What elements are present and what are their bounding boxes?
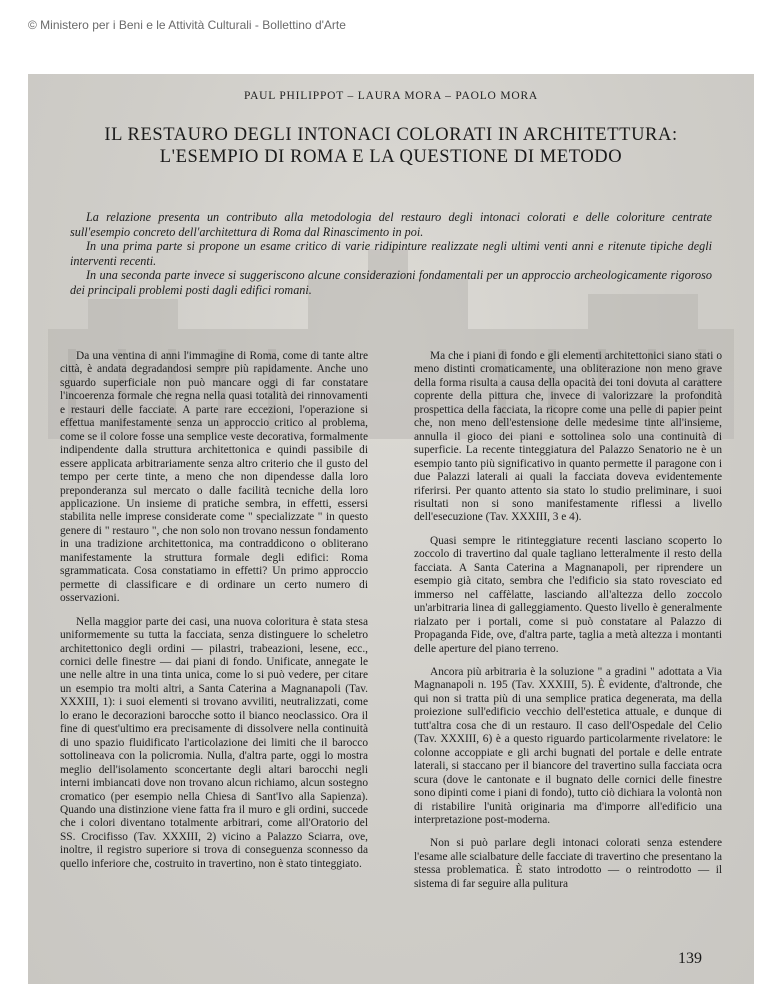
body-paragraph: Ma che i piani di fondo e gli elementi architettonici siano stati o meno distinti cromaticamente, una obliterazione non meno grave della forma risulta a causa della opacità dei toni dovuta al carattere coprente della pittura che, invece di valorizzare la profondità prospettica della facciata, la ricopre come una pelle di papier peint che, non meno dell'estensione delle medesime tinte all'insieme, annulla il gioco dei piani e sottolinea solo una continuità di superficie. La recente tinteggiatura del Palazzo Senatorio ne è un esempio tanto più significativo in quanto permette il paragone con i due Palazzi laterali ai quali la facciata doveva evidentemente riferirsi. Per quanto attento sia stato lo studio preliminare, i suoi risultati non si sono manifestamente riflessi a livello dell'esecuzione (Tav. XXXIII, 3 e 4). — [414, 350, 722, 524]
body-paragraph: Non si può parlare degli intonaci colorati senza estendere l'esame alle scialbature delle facciate di travertino che presentano la stessa problematica. È stato introdotto — o reintrodotto — il sistema di far seguire alla pulitura — [414, 837, 722, 890]
abstract-paragraph: In una prima parte si propone un esame critico di varie ridipinture realizzate negli ultimi venti anni e ritenute tipiche degli interventi recenti. — [70, 239, 712, 268]
title-line-2: L'ESEMPIO DI ROMA E LA QUESTIONE DI METODO — [159, 147, 623, 167]
page-number: 139 — [678, 950, 702, 967]
article-title — [28, 124, 754, 168]
body-paragraph: Ancora più arbitraria è la soluzione " a gradini " adottata a Via Magnanapoli n. 195 (Tav. XXXIII, 5). È evidente, d'altronde, che qui non si tratta più di una semplice pratica degenerata, ma della proiezione sull'edificio vecchio dell'estetica attuale, e dunque di tutt'altra cosa che di un restauro. Il caso dell'Ospedale del Celio (Tav. XXXIII, 6) è a questo riguardo particolarmente rivelatore: le colonne accoppiate e gli archi bugnati del portale e delle entrate laterali, si staccano per il biancore del travertino sulla facciata ocra scura (dove le cantonate e il bugnato delle cornici delle finestre sono dipinti come i piani di fondo), tutto ciò dichiara la volontà non di ristabilire l'unità originaria ma d'imporre all'edificio una interpretazione post-moderna. — [414, 665, 722, 826]
copyright-notice: © Ministero per i Beni e le Attività Culturali - Bollettino d'Arte — [28, 18, 346, 32]
title-line-1: IL RESTAURO DEGLI INTONACI COLORATI IN ARCHITETTURA: — [104, 125, 678, 145]
left-column — [60, 350, 368, 881]
article-abstract — [70, 210, 712, 298]
body-paragraph: Nella maggior parte dei casi, una nuova coloritura è stata stesa uniformemente su tutta la facciata, senza distinguere lo scheletro architettonico degli ordini — pilastri, trabeazioni, lesene, ecc., cornici delle finestre — dai piani di fondo. Unificate, annegate le une nelle altre in una tinta unica, come lo si può vedere, per citare un esempio tra molti altri, a Santa Caterina a Magnanapoli (Tav. XXXIII, 1): i suoi elementi si trovano avviliti, neutralizzati, come lo erano le decorazioni barocche sotto il bianco neoclassico. Ora il fine di quest'ultimo era precisamente di dissolvere nella continuità di uno spazio fluidificato l'articolazione dei limiti che il barocco sottolineava con la policromia. Nulla, d'altra parte, oggi lo mostra meglio dell'isolamento sconcertante degli altari barocchi negli interni imbiancati dove non trovano alcun richiamo, alcun sostegno cromatico (per esempio nella Chiesa di Sant'Ivo alla Sapienza). Quando una distinzione viene fatta fra il muro e gli ordini, succede che i colori diventano totalmente arbitrari, come all'Oratorio del SS. Crocifisso (Tav. XXXIII, 2) vicino a Palazzo Sciarra, ove, inoltre, il registro superiore si trova di conseguenza sconnesso da quello inferiore che, costruito in travertino, non è stato tinteggiato. — [60, 615, 368, 870]
body-paragraph: Da una ventina di anni l'immagine di Roma, come di tante altre città, è andata degradandosi sempre più rapidamente. Anche uno sguardo superficiale non può mancare oggi di far constatare l'incoerenza formale che regna nella quasi totalità dei rinnovamenti e restauri delle facciate. A parte rare eccezioni, l'operazione si effettua manifestamente senza un approccio critico al problema, come se il colore fosse una semplice veste decorativa, formalmente indipendente dalla struttura architettonica e quindi passibile di essere applicata arbitrariamente senza altro criterio che il gusto del tempo per certe tinte, a meno che non dipendesse dalla loro preponderanza sul mercato o dalle facilità tecniche della loro applicazione. Un insieme di pratiche sembra, in effetti, essersi stabilita nelle imprese considerate come " specializzate " in questo genere di " restauro ", che non solo non trovano nessun fondamento in una tradizione architettonica, ma contraddicono o obliterano manifestamente la struttura formale degli edifici: Roma sgrammaticata. Cosa constatiamo in effetti? Un primo approccio permette di classificare e di ordinare un certo numero di osservazioni. — [60, 350, 368, 605]
article-authors: PAUL PHILIPPOT – LAURA MORA – PAOLO MORA — [243, 90, 539, 102]
scanned-page — [28, 74, 754, 984]
right-column — [414, 350, 722, 901]
abstract-paragraph: La relazione presenta un contributo alla metodologia del restauro degli intonaci colorati e delle coloriture centrate sull'esempio concreto dell'architettura di Roma dal Rinascimento in poi. — [70, 210, 712, 239]
body-paragraph: Quasi sempre le ritinteggiature recenti lasciano scoperto lo zoccolo di travertino dal quale tagliano letteralmente il resto della facciata. A Santa Caterina a Magnanapoli, per riprendere un esempio già citato, sembra che l'edificio sia stato rovesciato ed immerso nel caffèlatte, lasciando all'altezza dello zoccolo un'arbitraria linea di galleggiamento. Questo livello è generalmente rialzato per i portali, come si può constatare al Palazzo di Propaganda Fide, ove, d'altra parte, taglia a metà altezza i montanti delle aperture del piano terreno. — [414, 534, 722, 655]
abstract-paragraph: In una seconda parte invece si suggeriscono alcune considerazioni fondamentali per un approccio archeologicamente rigoroso dei principali problemi posti dagli edifici romani. — [70, 268, 712, 297]
